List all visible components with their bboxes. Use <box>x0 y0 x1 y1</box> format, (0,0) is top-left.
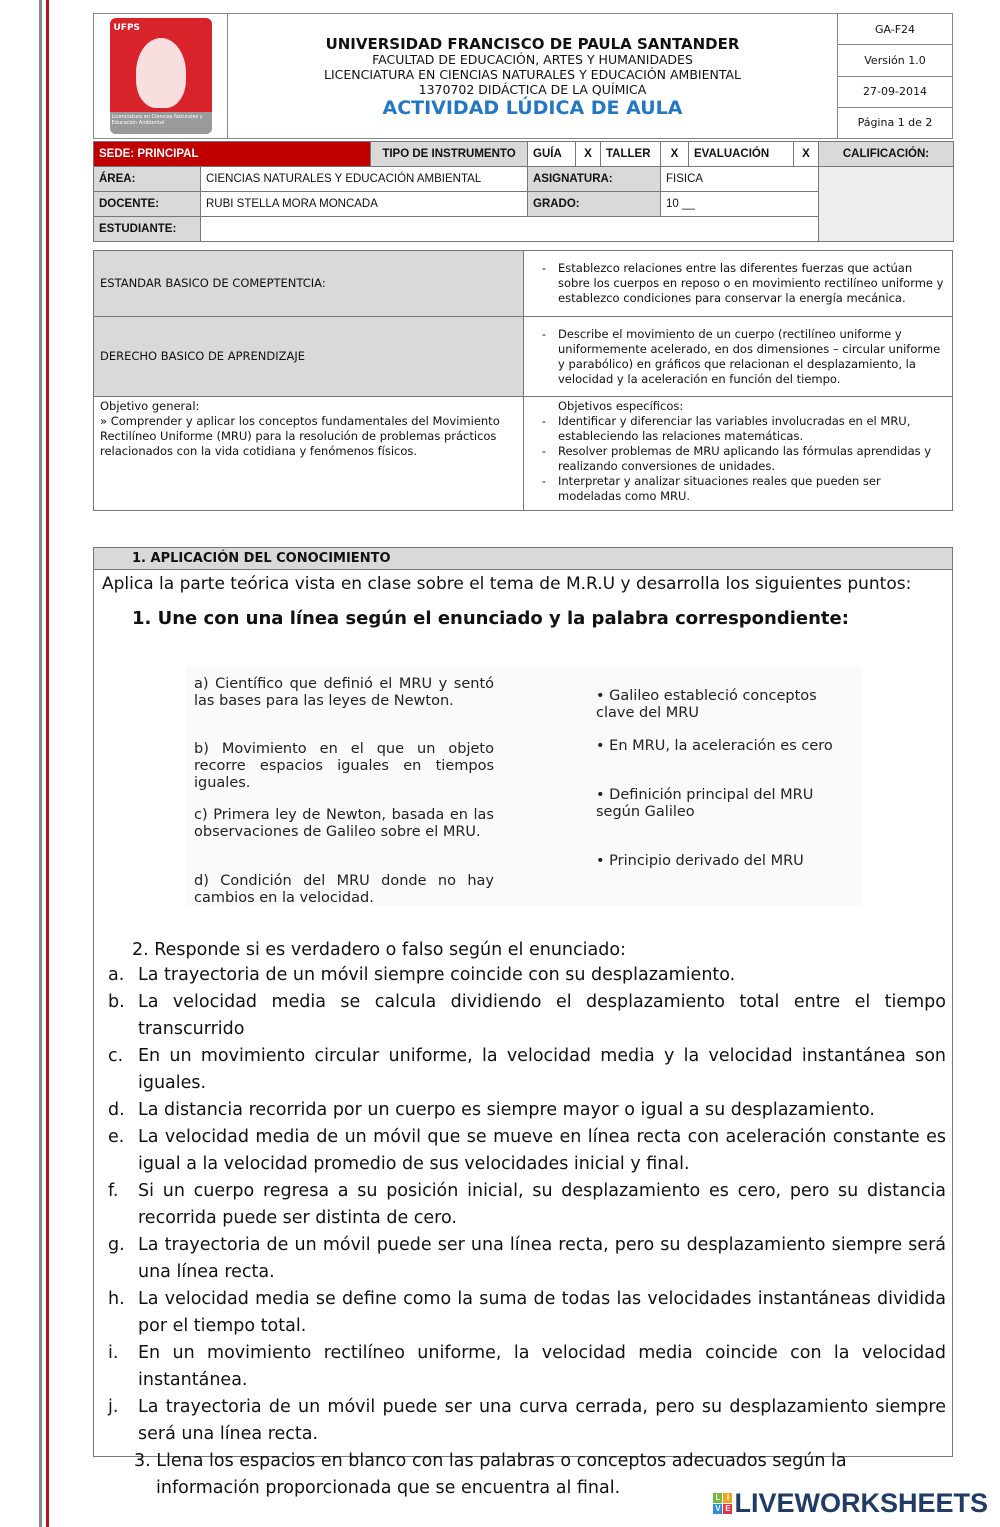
item-letter: e. <box>108 1127 125 1147</box>
item-text: Si un cuerpo regresa a su posición inicial, su desplazamiento es cero, pero su distancia recorrida puede ser distinta de cero. <box>138 1181 946 1228</box>
true-false-item <box>108 1043 946 1097</box>
item-text: La velocidad media se define como la suma de todas las velocidades instantáneas dividida por el tiempo total. <box>138 1289 946 1336</box>
section-aplicacion <box>93 547 953 1498</box>
general-label: Objetivo general: <box>100 399 200 413</box>
dba-text: Describe el movimiento de un cuerpo (rectilíneo uniforme y uniformemente acelerado, en dos dimensiones – circular uniforme y parabólico) en gráficos que relacionan el desplazamiento, la velocidad y la aceleración en función del tiempo. <box>558 326 941 386</box>
doc-code: GA-F24 <box>838 14 953 45</box>
doc-page: Página 1 de 2 <box>838 107 953 138</box>
match-left-a[interactable]: a) Científico que definió el MRU y sentó las bases para las leyes de Newton. <box>194 676 494 709</box>
asignatura-label: ASIGNATURA: <box>528 167 661 192</box>
dba-label: DERECHO BASICO DE APRENDIZAJE <box>94 317 524 397</box>
course: 1370702 DIDÁCTICA DE LA QUÍMICA <box>418 81 647 97</box>
liveworksheets-icon <box>713 1493 732 1514</box>
header-title-block <box>228 14 838 139</box>
question-3: 3. Llena los espacios en blanco con las palabras o conceptos adecuados según la información proporcionada que se encuentra al final. <box>134 1451 847 1498</box>
university-name: UNIVERSIDAD FRANCISCO DE PAULA SANTANDER <box>325 34 740 53</box>
match-right-4[interactable]: • Principio derivado del MRU <box>596 853 804 869</box>
item-text: En un movimiento rectilíneo uniforme, la velocidad media coincide con la velocidad instantánea. <box>138 1343 946 1390</box>
dash: - <box>541 474 547 488</box>
area-label: ÁREA: <box>94 167 201 192</box>
item-letter: f. <box>108 1181 119 1201</box>
question-2: 2. Responde si es verdadero o falso según el enunciado: <box>132 940 626 960</box>
estudiante-field[interactable] <box>201 217 819 242</box>
info-table <box>93 141 954 242</box>
calificacion-field[interactable] <box>819 167 954 242</box>
taller-label: TALLER <box>601 142 661 167</box>
liveworksheets-logo <box>713 1488 988 1519</box>
grado-value: 10 __ <box>661 192 819 217</box>
activity-title: ACTIVIDAD LÚDICA DE AULA <box>382 96 683 119</box>
area-value: CIENCIAS NATURALES Y EDUCACIÓN AMBIENTAL <box>201 167 528 192</box>
sede: SEDE: PRINCIPAL <box>94 142 371 167</box>
item-text: En un movimiento circular uniforme, la velocidad media y la velocidad instantánea son iguales. <box>138 1046 946 1093</box>
true-false-item <box>108 1124 946 1178</box>
item-letter: d. <box>108 1100 125 1120</box>
program: LICENCIATURA EN CIENCIAS NATURALES Y EDUCACIÓN AMBIENTAL <box>323 66 742 82</box>
especifico-item: Interpretar y analizar situaciones reales que pueden ser modeladas como MRU. <box>558 474 881 503</box>
margin-line-red <box>46 0 49 1527</box>
item-letter: h. <box>108 1289 125 1309</box>
matching-exercise[interactable] <box>186 666 861 906</box>
logo-letter: V <box>715 1504 721 1513</box>
evaluacion-label: EVALUACIÓN <box>689 142 794 167</box>
item-letter: g. <box>108 1235 125 1255</box>
doc-date: 27-09-2014 <box>838 76 953 107</box>
true-false-item <box>108 989 946 1043</box>
doc-version: Versión 1.0 <box>838 45 953 76</box>
question-1: 1. Une con una línea según el enunciado y la palabra correspondiente: <box>132 608 849 629</box>
match-right-3[interactable]: • Definición principal del MRU según Galileo <box>596 787 814 820</box>
taller-mark: X <box>661 142 689 167</box>
item-letter: a. <box>108 965 125 985</box>
dash: - <box>541 261 547 275</box>
general-text: » Comprender y aplicar los conceptos fundamentales del Movimiento Rectilíneo Uniforme (MRU) para la resolución de problemas prácticos relacionados con la vida cotidiana y fenómenos físicos. <box>100 414 500 458</box>
asignatura-value: FISICA <box>661 167 819 192</box>
true-false-item <box>108 1286 946 1340</box>
item-letter: b. <box>108 992 125 1012</box>
estandar-label: ESTANDAR BASICO DE COMEPTENTCIA: <box>94 251 524 317</box>
estudiante-label: ESTUDIANTE: <box>94 217 201 242</box>
logo-letter: I <box>723 1493 732 1503</box>
docente-label: DOCENTE: <box>94 192 201 217</box>
dash: - <box>541 326 547 341</box>
university-logo <box>94 14 228 139</box>
item-text: La velocidad media de un móvil que se mueve en línea recta con aceleración constante es igual a la velocidad promedio de sus velocidades inicial y final. <box>138 1127 946 1174</box>
logo-text: UFPS <box>113 23 141 33</box>
especificos-label: Objetivos específicos: <box>558 399 684 413</box>
true-false-item <box>108 1178 946 1232</box>
match-left-b[interactable]: b) Movimiento en el que un objeto recorre espacios iguales en tiempos iguales. <box>194 741 494 791</box>
item-letter: i. <box>108 1343 119 1363</box>
true-false-item <box>108 1394 946 1448</box>
true-false-item <box>108 1097 946 1124</box>
match-right-1[interactable]: • Galileo estableció conceptos clave del MRU <box>596 688 817 721</box>
item-text: La distancia recorrida por un cuerpo es siempre mayor o igual a su desplazamiento. <box>138 1100 875 1120</box>
calificacion-label: CALIFICACIÓN: <box>819 142 954 167</box>
item-text: La trayectoria de un móvil puede ser una línea recta, pero su desplazamiento siempre será una línea recta. <box>138 1235 946 1282</box>
guia-label: GUÍA <box>528 142 576 167</box>
item-text: La trayectoria de un móvil puede ser una curva cerrada, pero su desplazamiento siempre será una línea recta. <box>138 1397 946 1444</box>
header-table <box>93 13 953 139</box>
true-false-list <box>108 962 946 1502</box>
logo-letter: E <box>725 1504 731 1513</box>
true-false-item <box>108 1340 946 1394</box>
match-left-d[interactable]: d) Condición del MRU donde no hay cambios en la velocidad. <box>194 873 494 906</box>
true-false-item <box>108 962 946 989</box>
item-text: La velocidad media se calcula dividiendo el desplazamiento total entre el tiempo transcurrido <box>138 992 946 1039</box>
evaluacion-mark: X <box>794 142 819 167</box>
margin-line-gray <box>39 0 42 1527</box>
especifico-item: Resolver problemas de MRU aplicando las fórmulas aprendidas y realizando conversiones de unidades. <box>558 444 932 473</box>
tipo-instrumento: TIPO DE INSTRUMENTO <box>371 142 528 167</box>
guia-mark: X <box>576 142 601 167</box>
logo-letter: L <box>713 1493 722 1503</box>
brand-name: LIVEWORKSHEETS <box>734 1488 988 1518</box>
dash: - <box>541 444 547 458</box>
true-false-item <box>108 1232 946 1286</box>
section-title: 1. APLICACIÓN DEL CONOCIMIENTO <box>94 548 952 570</box>
estandar-text: Establezco relaciones entre las diferentes fuerzas que actúan sobre los cuerpos en reposo o en movimiento rectilíneo uniforme y establezco condiciones para conservar la energía mecánica. <box>558 261 944 305</box>
item-letter: c. <box>108 1046 124 1066</box>
match-left-c[interactable]: c) Primera ley de Newton, basada en las observaciones de Galileo sobre el MRU. <box>194 807 494 840</box>
dash: - <box>541 414 547 428</box>
match-right-2[interactable]: • En MRU, la aceleración es cero <box>596 738 833 754</box>
grado-label: GRADO: <box>528 192 661 217</box>
logo-caption: Licenciatura en Ciencias Naturales y Educación Ambiental <box>110 112 212 134</box>
section-intro: Aplica la parte teórica vista en clase sobre el tema de M.R.U y desarrolla los siguientes puntos: <box>102 574 912 594</box>
item-letter: j. <box>108 1397 119 1417</box>
item-text: La trayectoria de un móvil siempre coincide con su desplazamiento. <box>138 965 736 985</box>
standards-table <box>93 250 953 511</box>
especifico-item: Identificar y diferenciar las variables involucradas en el MRU, estableciendo las relaciones matemáticas. <box>558 414 911 443</box>
faculty: FACULTAD DE EDUCACIÓN, ARTES Y HUMANIDADES <box>372 51 693 67</box>
docente-value: RUBI STELLA MORA MONCADA <box>201 192 528 217</box>
